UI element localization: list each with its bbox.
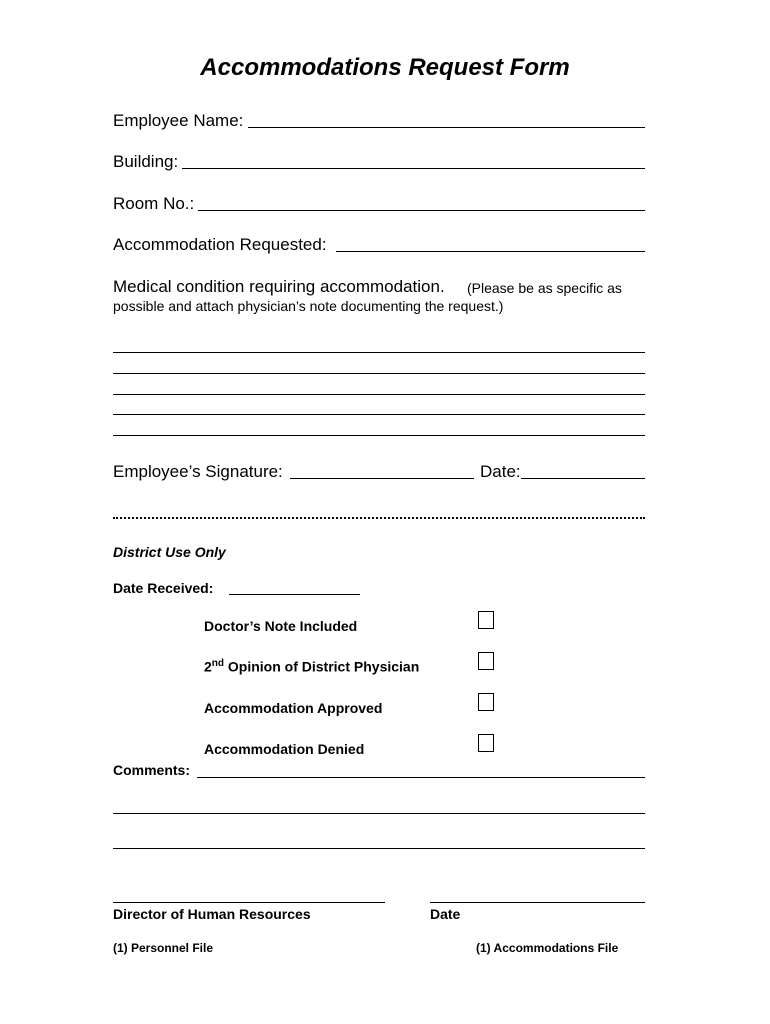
page-title: Accommodations Request Form [200,54,570,81]
district-use-heading: District Use Only [113,544,226,560]
accommodation-requested-label: Accommodation Requested: [113,235,327,254]
signature-date-field[interactable] [521,478,645,479]
employee-signature-label: Employee’s Signature: [113,462,283,481]
medical-line-3[interactable] [113,394,645,395]
building-label: Building: [113,152,179,171]
employee-name-field[interactable] [248,127,645,128]
accommodation-denied-checkbox[interactable] [478,734,494,752]
employee-name-label: Employee Name: [113,111,244,130]
accommodation-denied-label: Accommodation Denied [204,741,365,757]
comments-line-2[interactable] [113,813,645,814]
medical-line-5[interactable] [113,435,645,436]
employee-signature-field[interactable] [290,478,474,479]
comments-label: Comments: [113,762,191,778]
comments-field[interactable] [197,777,645,778]
medical-condition-label: Medical condition requiring accommodation. [113,277,445,296]
comments-line-3[interactable] [113,848,645,849]
director-signature-field[interactable] [113,902,385,903]
director-label: Director of Human Resources [113,906,311,922]
room-no-label: Room No.: [113,194,195,213]
doctors-note-label: Doctor’s Note Included [204,618,358,634]
signature-date-label: Date: [480,462,521,481]
medical-line-1[interactable] [113,352,645,353]
director-date-field[interactable] [430,902,645,903]
director-date-label: Date [430,906,461,922]
accommodation-approved-label: Accommodation Approved [204,700,383,716]
date-received-field[interactable] [229,594,360,595]
dotted-separator [113,517,645,519]
medical-line-4[interactable] [113,414,645,415]
medical-note-line1: (Please be as specific as [467,280,622,296]
accommodations-file-label: (1) Accommodations File [476,941,619,955]
personnel-file-label: (1) Personnel File [113,941,214,955]
accommodation-requested-field[interactable] [336,251,645,252]
doctors-note-checkbox[interactable] [478,611,494,629]
medical-line-2[interactable] [113,373,645,374]
date-received-label: Date Received: [113,580,214,596]
accommodation-approved-checkbox[interactable] [478,693,494,711]
second-opinion-checkbox[interactable] [478,652,494,670]
room-no-field[interactable] [198,210,645,211]
second-opinion-label: 2nd Opinion of District Physician [204,658,420,675]
medical-note-line2: possible and attach physician’s note documenting the request.) [113,298,504,314]
building-field[interactable] [182,168,645,169]
